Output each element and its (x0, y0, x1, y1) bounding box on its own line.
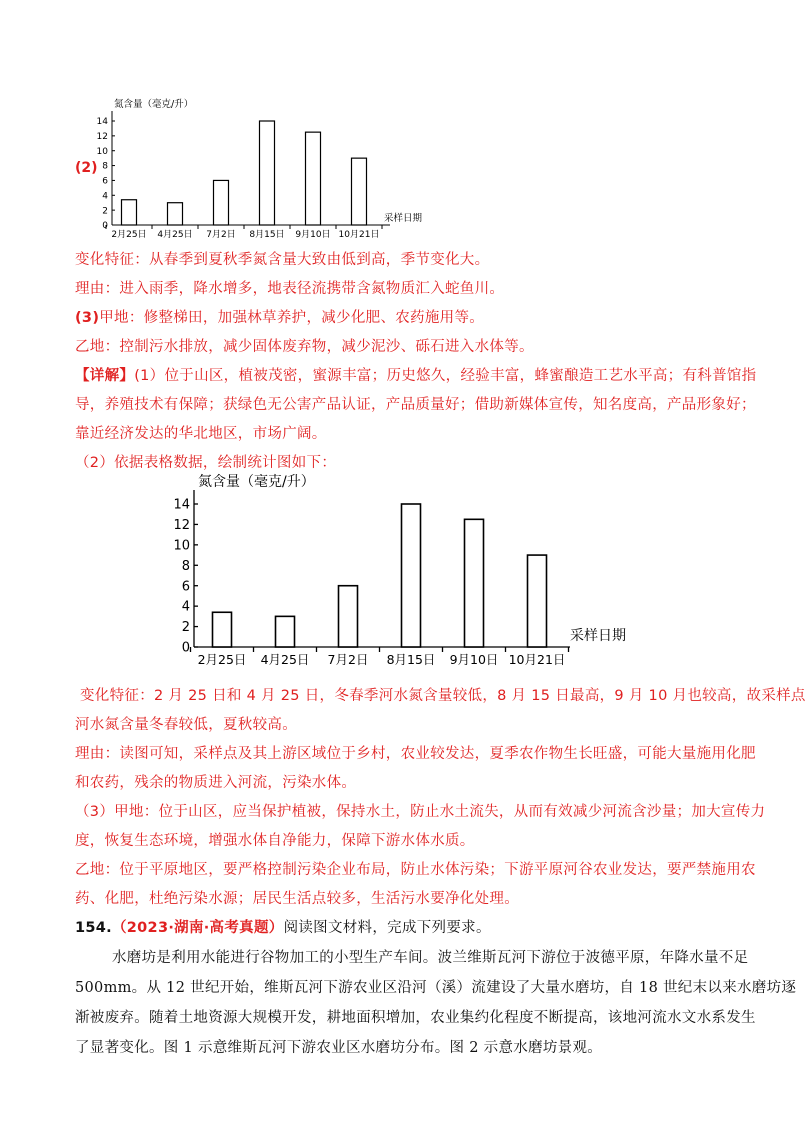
y-tick-label: 12 (96, 132, 108, 143)
bar (402, 504, 421, 647)
nitrogen-chart-small (96, 95, 480, 245)
bar (339, 586, 358, 647)
x-tick-label: 2月25日 (111, 230, 147, 240)
bar (352, 158, 367, 225)
bar (168, 203, 183, 225)
bar (276, 616, 295, 647)
passage-line-4: 了显著变化。图 1 示意维斯瓦河下游农业区水磨坊分布。图 2 示意水磨坊景观。 (75, 1040, 603, 1056)
y-tick-label: 12 (173, 517, 190, 533)
x-tick-label: 2月25日 (197, 652, 247, 667)
x-tick-label: 7月2日 (206, 230, 236, 240)
explain-line-2: 河水氮含量冬春较低，夏秋较高。 (75, 717, 297, 733)
bar (465, 519, 484, 647)
bar (213, 612, 232, 647)
y-tick-label: 8 (181, 558, 190, 574)
y-axis-label: 氮含量（毫克/升） (198, 474, 315, 490)
question-2-label: (2) (75, 160, 98, 176)
bar (260, 121, 275, 225)
detail-line-1 (75, 366, 756, 386)
y-tick-label: 10 (96, 146, 108, 157)
answer-change-feature: 变化特征：从春季到夏秋季氮含量大致由低到高，季节变化大。 (75, 252, 490, 268)
x-tick-label: 9月10日 (295, 230, 331, 240)
passage-line-1: 水磨坊是利用水能进行谷物加工的小型生产车间。波兰维斯瓦河下游位于波德平原，年降水量不足 (112, 950, 749, 966)
x-tick-label: 7月2日 (327, 652, 369, 667)
x-tick-label: 4月25日 (157, 230, 193, 240)
y-tick-label: 6 (102, 176, 108, 187)
detail-line-1-text: (1）位于山区，植被茂密，蜜源丰富；历史悠久，经验丰富，蜂蜜酿造工艺水平高；有科普馆指 (134, 368, 757, 384)
nitrogen-chart-large-svg (160, 470, 650, 675)
y-tick-label: 6 (181, 579, 190, 595)
x-axis-label: 采样日期 (570, 628, 626, 644)
explain-line-3: 理由：读图可知，采样点及其上游区域位于乡村，农业较发达，夏季农作物生长旺盛，可能大量施用化肥 (75, 746, 756, 762)
explain-line-6: 度，恢复生态环境，增强水体自净能力，保障下游水体水质。 (75, 833, 475, 849)
x-tick-label: 8月15日 (386, 652, 436, 667)
y-axis-label: 氮含量（毫克/升） (114, 99, 194, 110)
x-tick-label: 9月10日 (449, 652, 499, 667)
bar (306, 132, 321, 225)
answer-3-yi: 乙地：控制污水排放，减少固体废弃物，减少泥沙、砾石进入水体等。 (75, 339, 534, 355)
y-tick-label: 8 (102, 161, 108, 172)
y-tick-label: 2 (181, 620, 190, 636)
explain-line-5: （3）甲地：位于山区，应当保护植被，保持水土，防止水土流失，从而有效减少河流含沙量；加大宣传力 (75, 804, 766, 820)
explain-line-8: 药、化肥，杜绝污染水源；居民生活点较多，生活污水要净化处理。 (75, 891, 519, 907)
y-tick-label: 10 (173, 538, 190, 554)
question-154-prompt: 阅读图文材料，完成下列要求。 (283, 920, 491, 936)
bar (122, 200, 137, 225)
question-154-source: （2023·湖南·高考真题） (111, 920, 284, 936)
bar (528, 555, 547, 647)
y-tick-label: 4 (181, 599, 190, 615)
y-tick-label: 14 (173, 497, 190, 513)
bar (214, 180, 229, 225)
y-tick-label: 2 (102, 206, 108, 217)
nitrogen-chart-small-svg (96, 95, 480, 245)
explain-line-1: 变化特征：2 月 25 日和 4 月 25 日，冬春季河水氮含量较低，8 月 15 日最高，9 月 10 月也较高，故采样点 (80, 688, 806, 704)
explain-line-4: 和农药，残余的物质进入河流，污染水体。 (75, 775, 357, 791)
x-tick-label: 10月21日 (338, 230, 380, 240)
question-154-header (75, 918, 491, 938)
answer-3-jia (75, 308, 484, 328)
detail-tag: 【详解】 (75, 368, 135, 384)
y-tick-label: 4 (102, 191, 108, 202)
y-tick-label: 0 (181, 640, 190, 656)
answer-reason: 理由：进入雨季，降水增多，地表径流携带含氮物质汇入蛇鱼川。 (75, 281, 505, 297)
passage-line-2: 500mm。从 12 世纪开始，维斯瓦河下游农业区沿河（溪）流建设了大量水磨坊，自 18 世纪末以来水磨坊逐 (75, 980, 797, 996)
detail-line-2: 导，养殖技术有保障；获绿色无公害产品认证，产品质量好；借助新媒体宣传，知名度高，产品形象好； (75, 397, 756, 413)
x-tick-label: 10月21日 (508, 652, 566, 667)
x-tick-label: 8月15日 (249, 230, 285, 240)
answer-3-number: (3) (75, 310, 100, 326)
passage-line-3: 渐被废弃。随着土地资源大规模开发，耕地面积增加，农业集约化程度不断提高，该地河流水文水系发生 (75, 1010, 756, 1026)
y-tick-label: 14 (96, 117, 108, 128)
answer-3-jia-text: 甲地：修整梯田，加强林草养护，减少化肥、农药施用等。 (99, 310, 485, 326)
x-axis-label: 采样日期 (384, 213, 423, 224)
detail-line-3: 靠近经济发达的华北地区，市场广阔。 (75, 426, 327, 442)
question-154-number: 154. (75, 920, 112, 936)
y-tick-label: 0 (102, 221, 108, 232)
nitrogen-chart-large (160, 470, 650, 675)
explain-line-7: 乙地：位于平原地区，要严格控制污染企业布局，防止水体污染；下游平原河谷农业发达，要严禁施用农 (75, 862, 756, 878)
x-tick-label: 4月25日 (260, 652, 310, 667)
detail-line-4: （2）依据表格数据，绘制统计图如下： (75, 455, 337, 471)
